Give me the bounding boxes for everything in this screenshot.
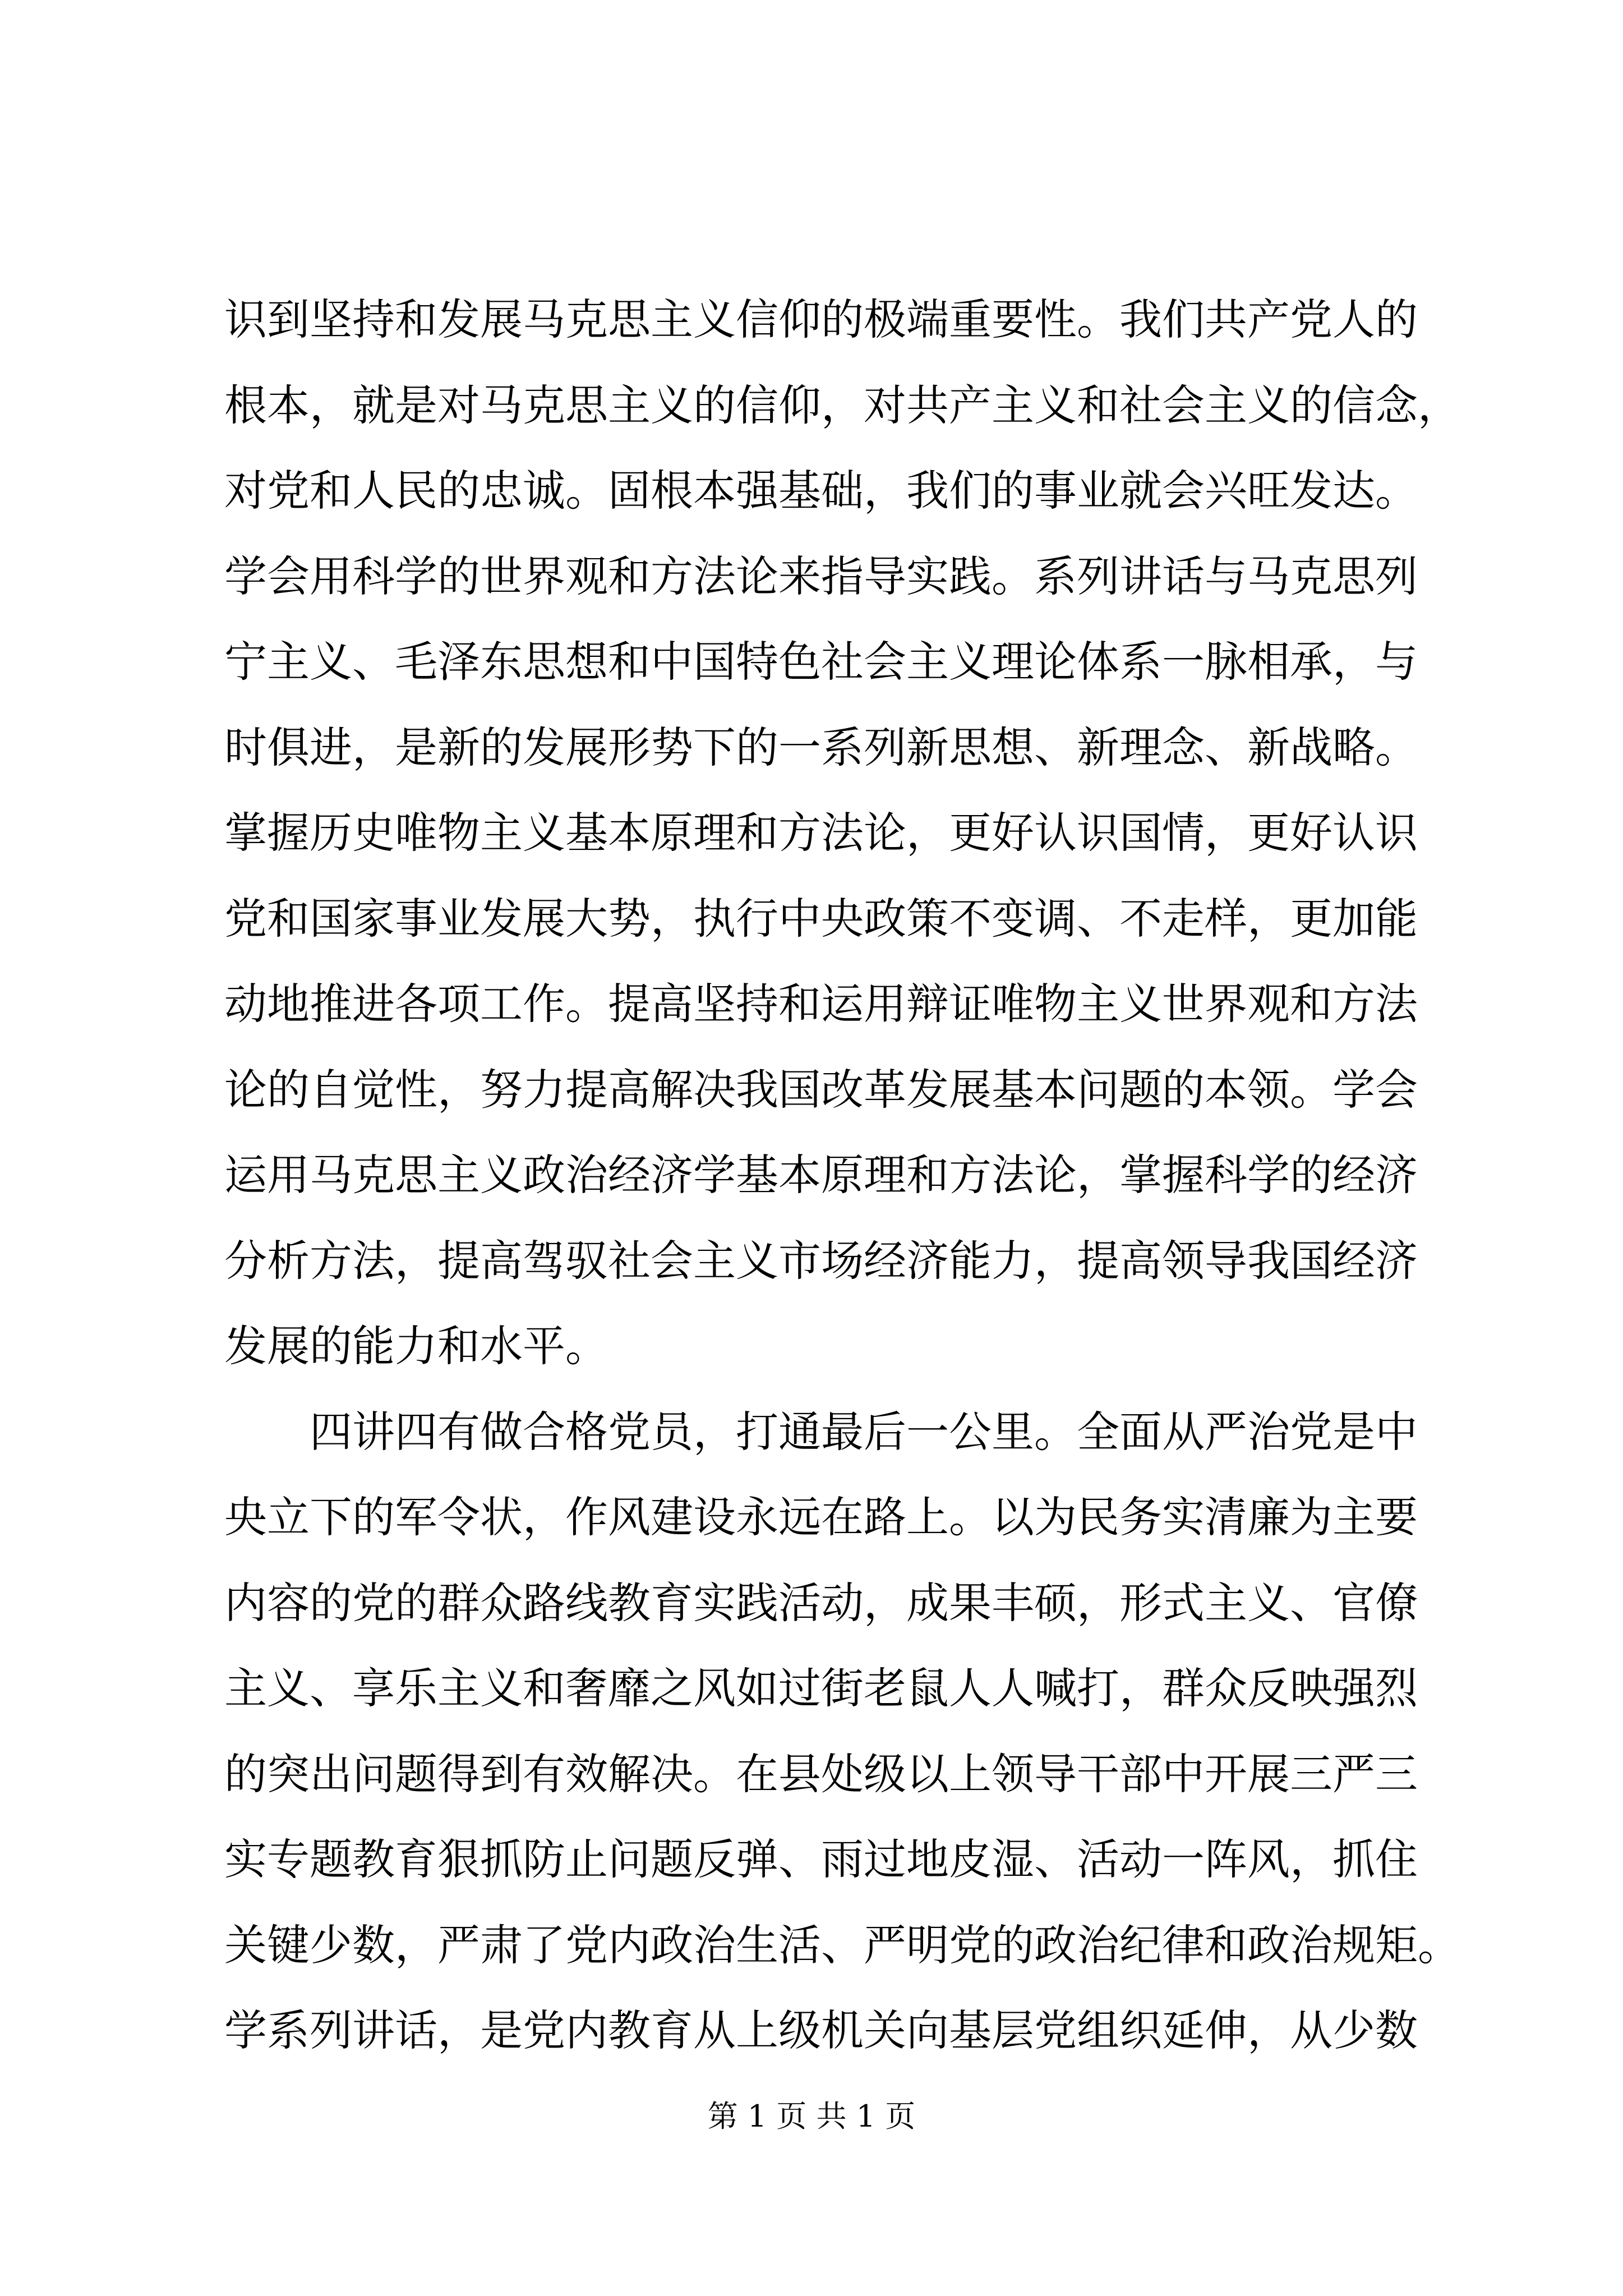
text-line: 关键少数，严肃了党内政治生活、严明党的政治纪律和政治规矩。 bbox=[224, 1920, 1460, 1970]
text-line: 动地推进各项工作。提高坚持和运用辩证唯物主义世界观和方法 bbox=[224, 979, 1418, 1029]
text-line: 实专题教育狠抓防止问题反弹、雨过地皮湿、活动一阵风，抓住 bbox=[224, 1834, 1418, 1884]
text-line: 根本，就是对马克思主义的信仰，对共产主义和社会主义的信念， bbox=[224, 380, 1460, 430]
text-line: 四讲四有做合格党员，打通最后一公里。全面从严治党是中 bbox=[310, 1407, 1418, 1457]
text-line: 央立下的军令状，作风建设永远在路上。以为民务实清廉为主要 bbox=[224, 1492, 1418, 1542]
text-line: 内容的党的群众路线教育实践活动，成果丰硕，形式主义、官僚 bbox=[224, 1578, 1418, 1628]
text-line: 学会用科学的世界观和方法论来指导实践。系列讲话与马克思列 bbox=[224, 551, 1418, 601]
text-line: 党和国家事业发展大势，执行中央政策不变调、不走样，更加能 bbox=[224, 894, 1418, 944]
page-footer: 第 1 页 共 1 页 bbox=[707, 2099, 916, 2134]
text-line: 运用马克思主义政治经济学基本原理和方法论，掌握科学的经济 bbox=[224, 1150, 1418, 1200]
text-line: 的突出问题得到有效解决。在县处级以上领导干部中开展三严三 bbox=[224, 1749, 1418, 1799]
text-line: 对党和人民的忠诚。固根本强基础，我们的事业就会兴旺发达。 bbox=[224, 466, 1418, 516]
text-line: 识到坚持和发展马克思主义信仰的极端重要性。我们共产党人的 bbox=[224, 295, 1418, 344]
text-line: 时俱进，是新的发展形势下的一系列新思想、新理念、新战略。 bbox=[224, 723, 1418, 772]
text-line: 宁主义、毛泽东思想和中国特色社会主义理论体系一脉相承，与 bbox=[224, 637, 1418, 687]
text-line: 主义、享乐主义和奢靡之风如过街老鼠人人喊打，群众反映强烈 bbox=[224, 1663, 1418, 1713]
text-line: 分析方法，提高驾驭社会主义市场经济能力，提高领导我国经济 bbox=[224, 1236, 1418, 1286]
text-line: 论的自觉性，努力提高解决我国改革发展基本问题的本领。学会 bbox=[224, 1065, 1418, 1115]
text-line: 发展的能力和水平。 bbox=[224, 1321, 608, 1371]
text-line: 学系列讲话，是党内教育从上级机关向基层党组织延伸，从少数 bbox=[224, 2005, 1418, 2055]
text-line: 掌握历史唯物主义基本原理和方法论，更好认识国情，更好认识 bbox=[224, 808, 1418, 858]
